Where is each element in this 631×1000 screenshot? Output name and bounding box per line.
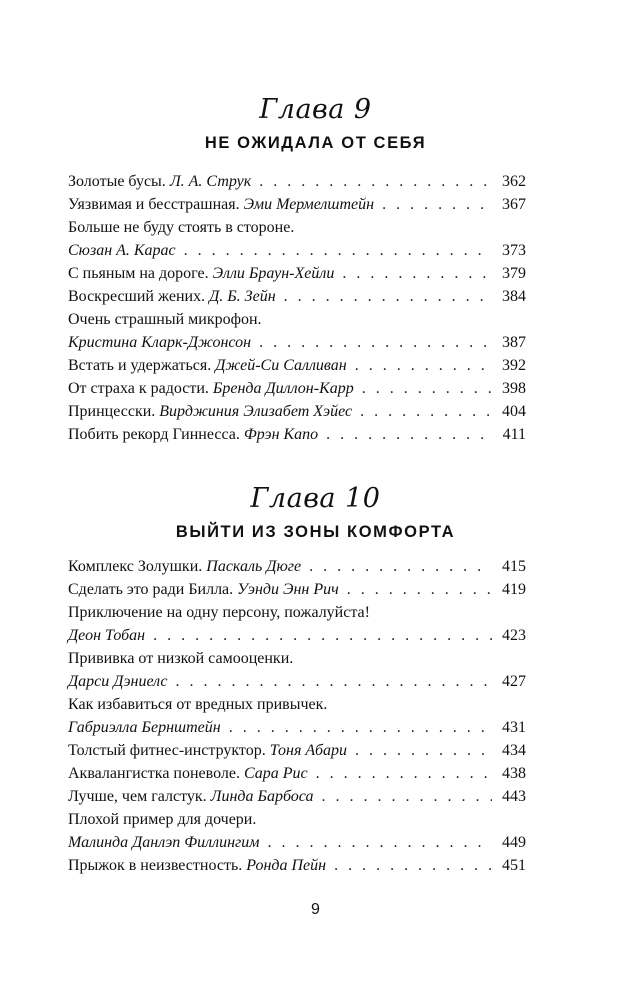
entry-page: 411 (502, 426, 526, 443)
leader-dots (184, 239, 492, 262)
leader-dots (267, 831, 492, 854)
entry-page: 367 (502, 196, 526, 213)
entry-author: Деон Тобан (68, 627, 146, 644)
entry-title: Воскресший жених. (68, 288, 206, 305)
entry-page: 451 (502, 857, 526, 874)
entry-title: Больше не буду стоять в стороне. (68, 219, 295, 236)
toc-entry[interactable] (68, 423, 526, 446)
entry-title: Лучше, чем галстук. (68, 788, 207, 805)
entry-title: Уязвимая и бесстрашная. (68, 196, 240, 213)
leader-dots (229, 716, 492, 739)
entry-page: 443 (502, 788, 526, 805)
toc-entry[interactable] (68, 377, 526, 400)
entry-author: Сара Рис (243, 765, 308, 782)
leader-dots (362, 377, 492, 400)
entry-title: Золотые бусы. (68, 173, 166, 190)
chapter-title: ВЫЙТИ ИЗ ЗОНЫ КОМФОРТА (175, 523, 456, 541)
toc-entry[interactable] (68, 216, 526, 262)
entry-title: Очень страшный микрофон. (68, 311, 262, 328)
leader-dots (326, 423, 492, 446)
leader-dots (334, 854, 492, 877)
entry-page: 384 (502, 288, 526, 305)
toc-entry[interactable] (68, 601, 526, 647)
toc-entry[interactable] (68, 739, 526, 762)
entry-title: Встать и удержаться. (68, 357, 212, 374)
entry-author: Паскаль Дюге (206, 558, 302, 575)
entry-page: 398 (502, 380, 526, 397)
toc-entry[interactable] (68, 693, 526, 739)
entry-title: Прыжок в неизвестность. (68, 857, 243, 874)
leader-dots (309, 555, 492, 578)
entry-page: 379 (502, 265, 526, 282)
entry-author: Тоня Абари (269, 742, 347, 759)
entry-page: 404 (502, 403, 526, 420)
toc-entry[interactable] (68, 647, 526, 693)
leader-dots (175, 670, 492, 693)
entry-page: 438 (502, 765, 526, 782)
chapter-number: Глава 9 (259, 94, 372, 125)
toc-entry[interactable] (68, 808, 526, 854)
entry-page: 427 (502, 673, 526, 690)
leader-dots (342, 262, 492, 285)
entry-author: Кристина Кларк-Джонсон (68, 334, 252, 351)
toc-entry[interactable] (68, 785, 526, 808)
entry-title: Комплекс Золушки. (68, 558, 203, 575)
entry-author: Сюзан А. Карас (68, 242, 176, 259)
leader-dots (316, 762, 492, 785)
entry-title: Как избавиться от вредных привычек. (68, 696, 328, 713)
entry-author: Ронда Пейн (246, 857, 327, 874)
entry-author: Джей-Си Салливан (215, 357, 347, 374)
entry-title: Принцесски. (68, 403, 156, 420)
leader-dots (355, 739, 492, 762)
entry-author: Уэнди Энн Рич (237, 581, 339, 598)
toc-entry[interactable] (68, 400, 526, 423)
entry-title: Сделать это ради Билла. (68, 581, 234, 598)
toc-entry[interactable] (68, 308, 526, 354)
entry-author: Вирджиния Элизабет Хэйес (159, 403, 353, 420)
toc-entry[interactable] (68, 262, 526, 285)
leader-dots (360, 400, 492, 423)
entry-page: 387 (502, 334, 526, 351)
toc-entry[interactable] (68, 285, 526, 308)
entry-page: 434 (502, 742, 526, 759)
entry-author: Фрэн Капо (243, 426, 319, 443)
toc-entry[interactable] (68, 762, 526, 785)
entry-author: Габриэлла Бернштейн (68, 719, 221, 736)
leader-dots (153, 624, 492, 647)
entry-author: Д. Б. Зейн (209, 288, 276, 305)
entry-title: Плохой пример для дочери. (68, 811, 257, 828)
entry-author: Элли Браун-Хейли (212, 265, 335, 282)
leader-dots (382, 193, 492, 216)
chapter-10-toc (68, 555, 526, 877)
entry-author: Л. А. Струк (169, 173, 252, 190)
toc-entry[interactable] (68, 578, 526, 601)
leader-dots (321, 785, 492, 808)
entry-page: 423 (502, 627, 526, 644)
entry-title: С пьяным на дороге. (68, 265, 209, 282)
entry-title: Побить рекорд Гиннесса. (68, 426, 240, 443)
leader-dots (259, 331, 492, 354)
entry-author: Эми Мермелштейн (243, 196, 375, 213)
leader-dots (259, 170, 492, 193)
entry-page: 392 (502, 357, 526, 374)
leader-dots (284, 285, 492, 308)
entry-title: От страха к радости. (68, 380, 209, 397)
chapter-number: Глава 10 (250, 483, 381, 514)
toc-entry[interactable] (68, 193, 526, 216)
entry-title: Приключение на одну персону, пожалуйста! (68, 604, 370, 621)
entry-author: Дарси Дэниелс (68, 673, 168, 690)
entry-title: Прививка от низкой самооценки. (68, 650, 294, 667)
chapter-9-heading (0, 94, 631, 154)
entry-page: 431 (502, 719, 526, 736)
entry-page: 415 (502, 558, 526, 575)
entry-page: 419 (502, 581, 526, 598)
entry-page: 449 (502, 834, 526, 851)
leader-dots (347, 578, 492, 601)
entry-page: 362 (502, 173, 526, 190)
toc-entry[interactable] (68, 555, 526, 578)
entry-title: Толстый фитнес-инструктор. (68, 742, 266, 759)
entry-author: Бренда Диллон-Карр (212, 380, 354, 397)
page-number: 9 (311, 901, 320, 918)
entry-title: Аквалангистка поневоле. (68, 765, 240, 782)
toc-entry[interactable] (68, 170, 526, 193)
entry-author: Линда Барбоса (210, 788, 314, 805)
chapter-9-toc (68, 170, 526, 446)
chapter-title: НЕ ОЖИДАЛА ОТ СЕБЯ (204, 134, 427, 152)
toc-entry[interactable] (68, 354, 526, 377)
chapter-10-heading (0, 483, 631, 543)
entry-page: 373 (502, 242, 526, 259)
entry-author: Малинда Данлэп Филлингим (68, 834, 260, 851)
leader-dots (355, 354, 492, 377)
toc-entry[interactable] (68, 854, 526, 877)
